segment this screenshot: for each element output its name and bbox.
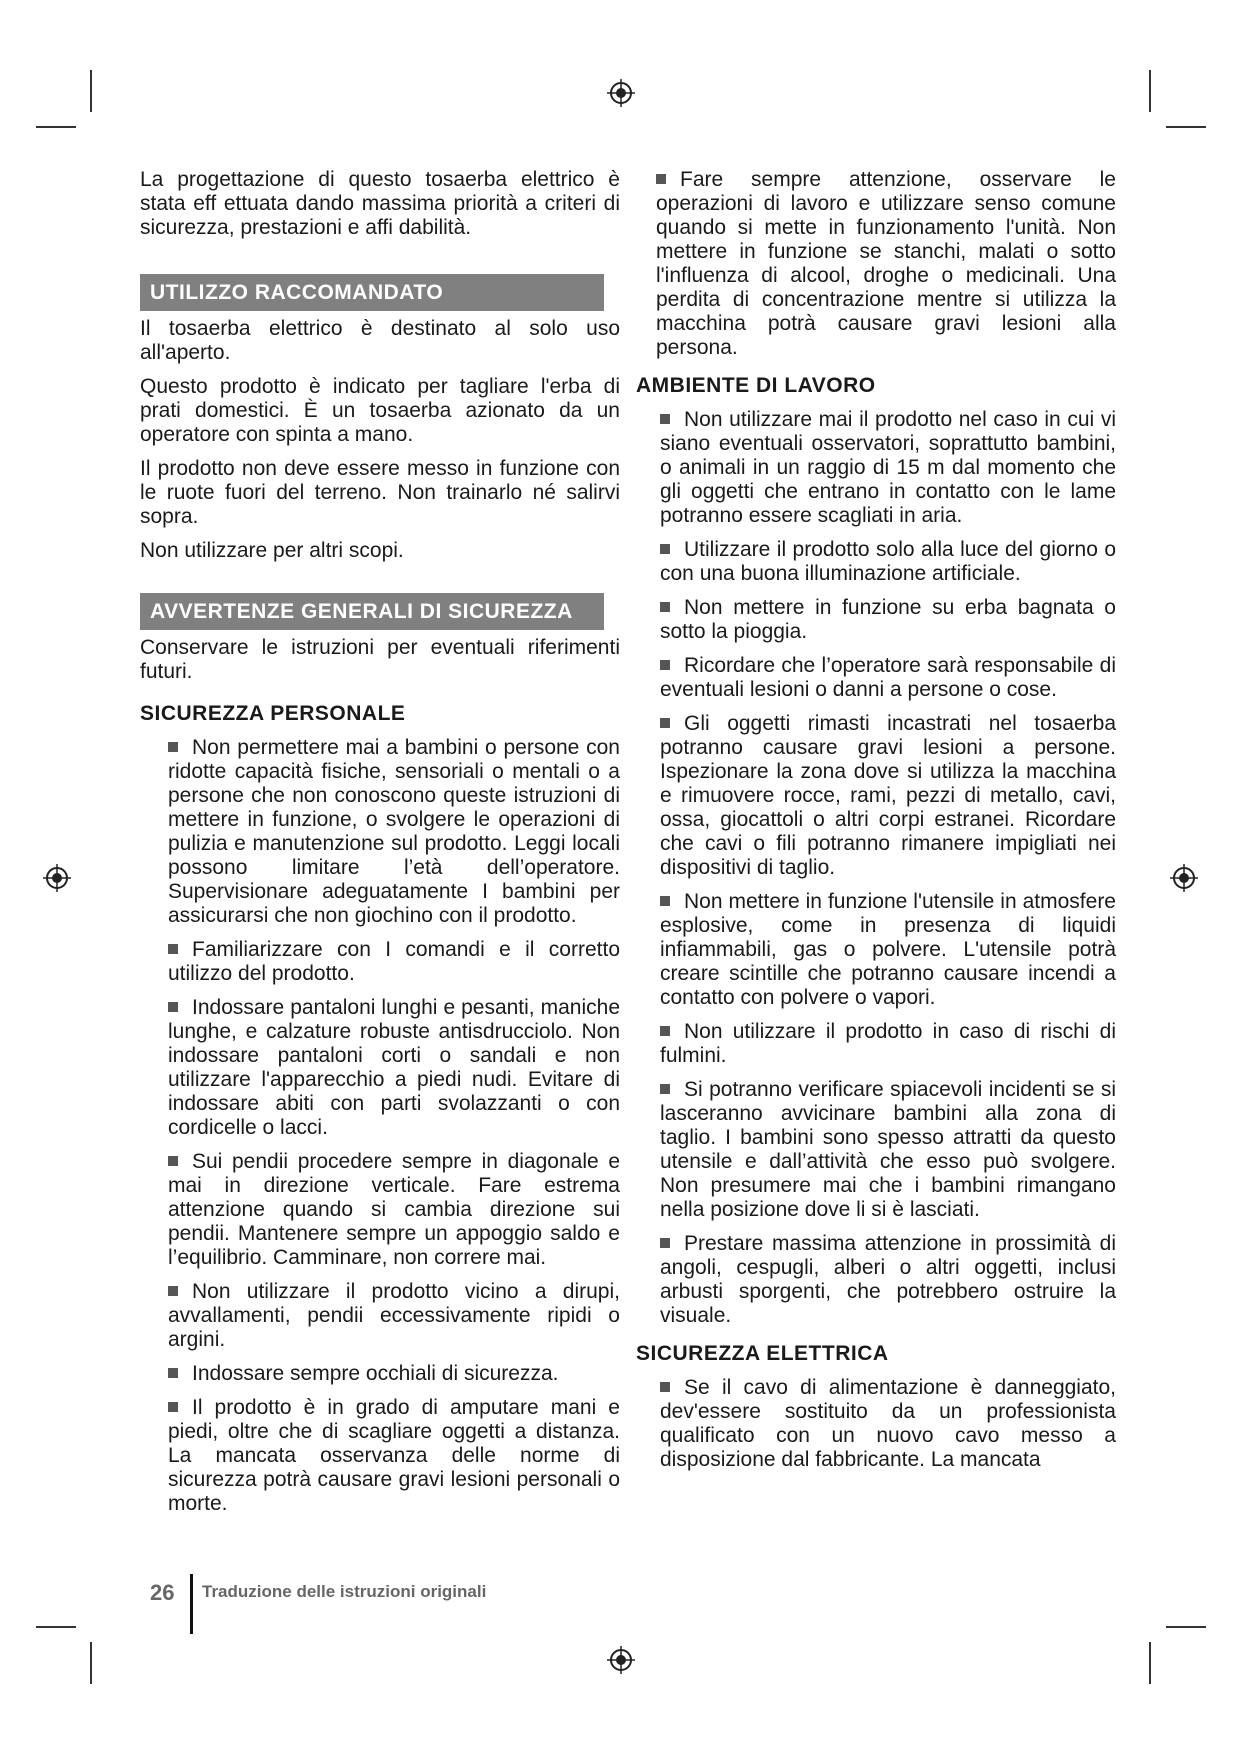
electrical-safety-heading: SICUREZZA ELETTRICA — [636, 1342, 889, 1365]
square-bullet-icon — [656, 174, 666, 184]
list-item: Non mettere in funzione l'utensile in atmosfere esplosive, come in presenza di liquidi infiammabili, gas o polvere. L'utensile potrà creare scintille che potranno causare incendi a contatto con polvere o vapori. — [660, 890, 1116, 1009]
crop-mark-br-h — [1166, 1626, 1206, 1628]
right-column — [636, 168, 1116, 1482]
registration-mark-icon — [42, 863, 72, 893]
square-bullet-icon — [660, 414, 670, 424]
square-bullet-icon — [660, 718, 670, 728]
crop-mark-tl-h — [36, 126, 76, 128]
electrical-safety-list — [660, 1376, 1116, 1472]
list-item: Si potranno verificare spiacevoli incidenti se si lasceranno avvicinare bambini alla zona di taglio. I bambini sono spesso attratti da questo utensile e dall’attività che esso può svolgere. Non presumere mai che i bambini rimangano nella posizione dove li si è lasciati. — [660, 1078, 1116, 1221]
list-item: Utilizzare il prodotto solo alla luce del giorno o con una buona illuminazione artificiale. — [660, 538, 1116, 585]
list-item: Se il cavo di alimentazione è danneggiato, dev'essere sostituito da un professionista qualificato con un nuovo cavo messo a disposizione dal fabbricante. La mancata — [660, 1376, 1116, 1471]
registration-mark-icon — [1169, 863, 1199, 893]
square-bullet-icon — [168, 1002, 178, 1012]
left-column — [140, 168, 620, 1526]
general-paragraph: Conservare le istruzioni per eventuali riferimenti futuri. — [140, 636, 620, 683]
list-item: Ricordare che l’operatore sarà responsabile di eventuali lesioni o danni a persone o cose. — [660, 654, 1116, 701]
personal-safety-list — [168, 736, 620, 1516]
square-bullet-icon — [168, 1286, 178, 1296]
use-paragraph: Questo prodotto è indicato per tagliare l'erba di prati domestici. È un tosaerba azionato da un operatore con spinta a mano. — [140, 375, 620, 446]
list-item: Gli oggetti rimasti incastrati nel tosaerba potranno causare gravi lesioni a persone. Ispezionare la zona dove si utilizza la macchina e rimuovere rocce, rami, pezzi di metallo, cavi, ossa, giocattoli o altri corpi estranei. Ricordare che cavi o fili potranno rimanere impigliati nei dispositivi di taglio. — [660, 712, 1116, 879]
list-item: Familiarizzare con I comandi e il corretto utilizzo del prodotto. — [168, 938, 620, 985]
square-bullet-icon — [168, 742, 178, 752]
list-item: Non mettere in funzione su erba bagnata o sotto la pioggia. — [660, 596, 1116, 643]
work-environment-list — [660, 408, 1116, 1328]
square-bullet-icon — [660, 1084, 670, 1094]
list-item: Non permettere mai a bambini o persone con ridotte capacità fisiche, sensoriali o mentali o a persone che non conoscono queste istruzioni di mettere in funzione, o svolgere le operazioni di pulizia e manutenzione sul prodotto. Leggi locali possono limitare l’età dell’operatore. Supervisionare adeguatamente I bambini per assicurarsi che non giochino con il prodotto. — [168, 736, 620, 927]
use-paragraph: Il prodotto non deve essere messo in funzione con le ruote fuori del terreno. Non trainarlo né salirvi sopra. — [140, 457, 620, 528]
square-bullet-icon — [660, 1026, 670, 1036]
square-bullet-icon — [660, 896, 670, 906]
square-bullet-icon — [660, 660, 670, 670]
footer-divider — [190, 1574, 193, 1634]
square-bullet-icon — [168, 944, 178, 954]
list-item: Non utilizzare mai il prodotto nel caso in cui vi siano eventuali osservatori, soprattutto bambini, o animali in un raggio di 15 m dal momento che gli oggetti che entrano in contatto con le lame potranno essere scagliati in aria. — [660, 408, 1116, 527]
list-item: Prestare massima attenzione in prossimità di angoli, cespugli, alberi o altri oggetti, inclusi arbusti sporgenti, che potrebbero ostruire la visuale. — [660, 1232, 1116, 1327]
square-bullet-icon — [168, 1156, 178, 1166]
square-bullet-icon — [660, 1382, 670, 1392]
list-item: Sui pendii procedere sempre in diagonale e mai in direzione verticale. Fare estrema attenzione quando si cambia direzione sui pendii. Mantenere sempre un appoggio saldo e l’equilibrio. Camminare, non correre mai. — [168, 1150, 620, 1269]
list-item: Fare sempre attenzione, osservare le operazioni di lavoro e utilizzare senso comune quando si mette in funzionamento l'unità. Non mettere in funzione se stanchi, malati o sotto l'influenza di alcool, droghe o medicinali. Una perdita di concentrazione mentre si utilizza la macchina potrà causare gravi lesioni alla persona. — [656, 168, 1116, 359]
work-environment-heading: AMBIENTE DI LAVORO — [636, 374, 876, 397]
page-number: 26 — [150, 1580, 175, 1605]
crop-mark-tl-v — [90, 70, 92, 112]
crop-mark-tr-h — [1166, 126, 1206, 128]
list-item: Il prodotto è in grado di amputare mani e piedi, oltre che di scagliare oggetti a distanza. La mancata osservanza delle norme di sicurezza potrà causare gravi lesioni personali o morte. — [168, 1396, 620, 1515]
square-bullet-icon — [660, 602, 670, 612]
personal-safety-heading: SICUREZZA PERSONALE — [140, 702, 406, 725]
crop-mark-br-v — [1149, 1642, 1151, 1684]
intro-paragraph: La progettazione di questo tosaerba elettrico è stata eff ettuata dando massima priorità a criteri di sicurezza, prestazioni e affi dabilità. — [140, 168, 620, 239]
footer-text: Traduzione delle istruzioni originali — [202, 1582, 487, 1601]
registration-mark-icon — [606, 1645, 636, 1675]
attention-list — [656, 168, 1116, 360]
square-bullet-icon — [660, 1238, 670, 1248]
list-item: Indossare pantaloni lunghi e pesanti, maniche lunghe, e calzature robuste antisdrucciolo. Non indossare pantaloni corti o sandali e non utilizzare l'apparecchio a piedi nudi. Evitare di indossare abiti con parti svolazzanti o con cordicelle o lacci. — [168, 996, 620, 1139]
crop-mark-bl-h — [36, 1626, 76, 1628]
square-bullet-icon — [660, 544, 670, 554]
section-banner-recommended-use: UTILIZZO RACCOMANDATO — [140, 274, 604, 311]
square-bullet-icon — [168, 1368, 178, 1378]
crop-mark-bl-v — [90, 1642, 92, 1684]
section-banner-general-safety: AVVERTENZE GENERALI DI SICUREZZA — [140, 593, 604, 630]
use-paragraph: Il tosaerba elettrico è destinato al solo uso all'aperto. — [140, 317, 620, 364]
list-item: Non utilizzare il prodotto vicino a dirupi, avvallamenti, pendii eccessivamente ripidi o argini. — [168, 1280, 620, 1351]
list-item: Indossare sempre occhiali di sicurezza. — [168, 1362, 620, 1386]
registration-mark-icon — [606, 78, 636, 108]
use-paragraph: Non utilizzare per altri scopi. — [140, 539, 404, 562]
square-bullet-icon — [168, 1402, 178, 1412]
list-item: Non utilizzare il prodotto in caso di rischi di fulmini. — [660, 1020, 1116, 1067]
crop-mark-tr-v — [1149, 70, 1151, 112]
